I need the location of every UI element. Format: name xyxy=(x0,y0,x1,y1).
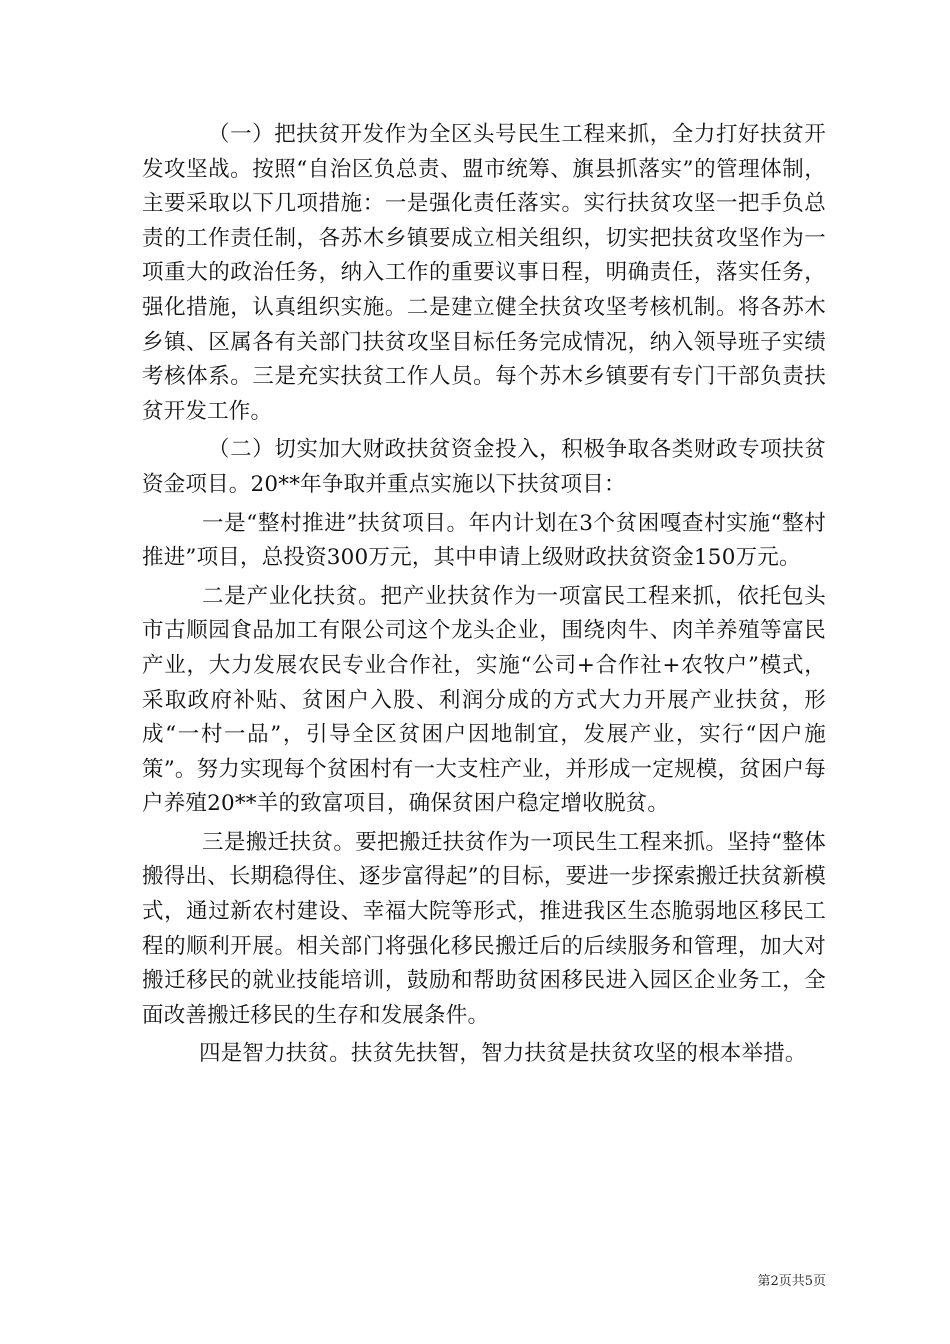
paragraph-project-two: 二是产业化扶贫。把产业扶贫作为一项富民工程来抓，依托包头市古顺园食品加工有限公司这个龙头企业，围绕肉牛、肉羊养殖等富民产业，大力发展农民专业合作社，实施“公司+合作社+农牧户”模式，采取政府补贴、贫困户入股、利润分成的方式大力开展产业扶贫，形成“一村一品”，引导全区贫困户因地制宜，发展产业，实行“因户施策”。努力实现每个贫困村有一大支柱产业，并形成一定规模，贫困户每户养殖20**羊的致富项目，确保贫困户稳定增收脱贫。 xyxy=(142,583,826,817)
paragraph-section-two: （二）切实加大财政扶贫资金投入，积极争取各类财政专项扶贫资金项目。20**年争取并重点实施以下扶贫项目： xyxy=(142,437,826,497)
paragraph-project-three: 三是搬迁扶贫。要把搬迁扶贫作为一项民生工程来抓。坚持“整体搬得出、长期稳得住、逐步富得起”的目标，要进一步探索搬迁扶贫新模式，通过新农村建设、幸福大院等形式，推进我区生态脆弱地区移民工程的顺利开展。相关部门将强化移民搬迁后的后续服务和管理，加大对搬迁移民的就业技能培训，鼓励和帮助贫困移民进入园区企业务工，全面改善搬迁移民的生存和发展条件。 xyxy=(142,829,826,1028)
paragraph-project-one: 一是“整村推进”扶贫项目。年内计划在3个贫困嘎查村实施“整村推进”项目，总投资300万元，其中申请上级财政扶贫资金150万元。 xyxy=(142,510,826,571)
page-number-footer: 第2页共5页 xyxy=(757,1274,826,1289)
document-body xyxy=(142,118,826,1072)
paragraph-section-one: （一）把扶贫开发作为全区头号民生工程来抓，全力打好扶贫开发攻坚战。按照“自治区负总责、盟市统筹、旗县抓落实”的管理体制，主要采取以下几项措施：一是强化责任落实。实行扶贫攻坚一把手负总责的工作责任制，各苏木乡镇要成立相关组织，切实把扶贫攻坚作为一项重大的政治任务，纳入工作的重要议事日程，明确责任，落实任务，强化措施，认真组织实施。二是建立健全扶贫攻坚考核机制。将各苏木乡镇、区属各有关部门扶贫攻坚目标任务完成情况，纳入领导班子实绩考核体系。三是充实扶贫工作人员。每个苏木乡镇要有专门干部负责扶贫开发工作。 xyxy=(142,122,826,424)
paragraph-project-four: 四是智力扶贫。扶贫先扶智，智力扶贫是扶贫攻坚的根本举措。 xyxy=(199,1041,807,1067)
